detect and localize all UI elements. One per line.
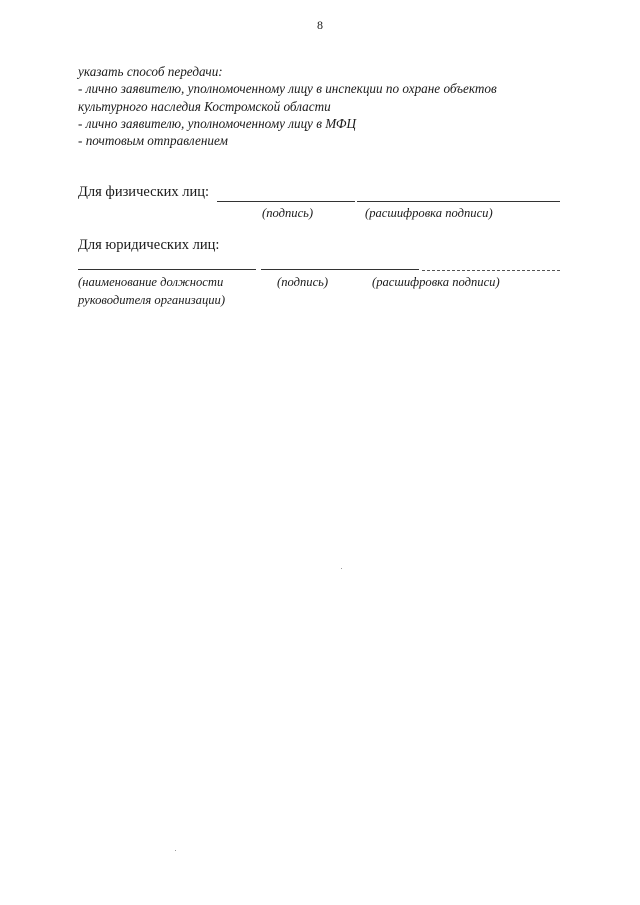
individuals-signature-line[interactable] [217,201,355,202]
individuals-signature-caption: (подпись) [262,206,314,220]
individuals-label: Для физических лиц: [78,184,210,200]
individuals-decoding-line[interactable] [357,201,560,202]
transfer-method-block [78,63,578,149]
transfer-method-heading: указать способ передачи: [78,64,223,79]
legal-position-caption-line2: руководителя организации) [78,293,226,307]
transfer-option-in-person-inspection: - лично заявителю, уполномоченному лицу в инспекции по охране объектов [78,81,497,97]
legal-position-line[interactable] [78,269,256,270]
legal-decoding-line[interactable] [422,270,560,271]
legal-signature-caption: (подпись) [277,275,329,289]
page-number: 8 [317,18,323,32]
individuals-decoding-caption: (расшифровка подписи) [365,206,493,220]
legal-entities-label: Для юридических лиц: [78,237,220,253]
scan-speck [175,850,176,851]
scan-speck [341,568,342,569]
legal-signature-line[interactable] [261,269,419,270]
transfer-option-in-person-inspection-cont: культурного наследия Костромской области [78,98,331,114]
transfer-option-in-person-mfc: - лично заявителю, уполномоченному лицу в МФЦ [78,115,357,131]
legal-decoding-caption: (расшифровка подписи) [372,275,500,289]
transfer-option-post: - почтовым отправлением [78,133,228,149]
legal-position-caption-line1: (наименование должности [78,275,224,289]
